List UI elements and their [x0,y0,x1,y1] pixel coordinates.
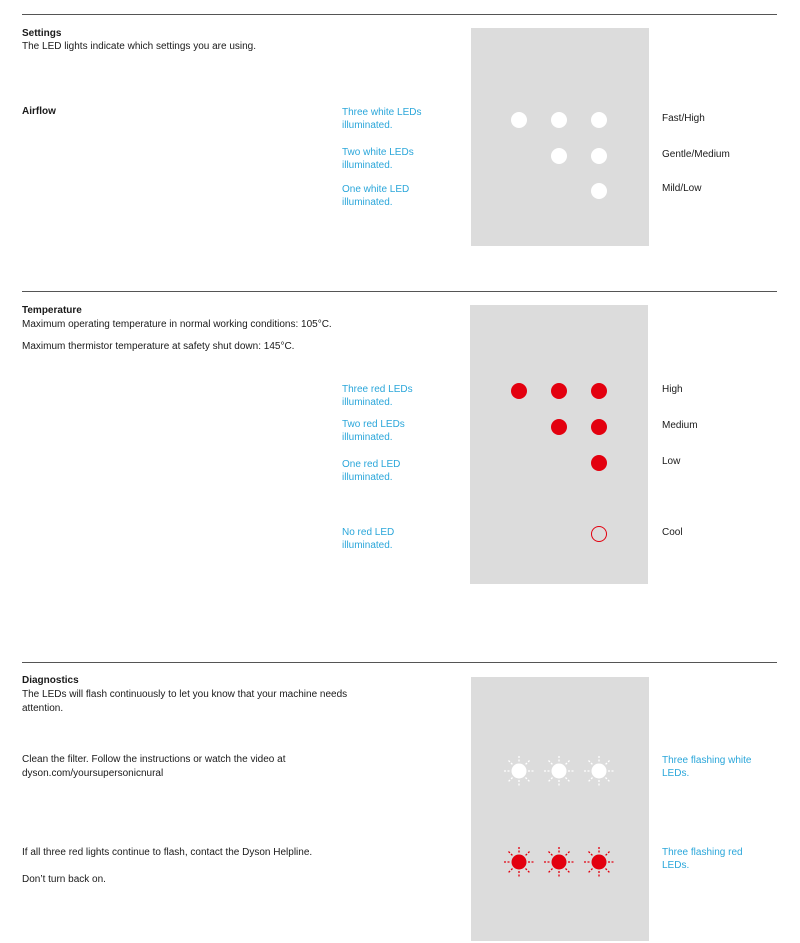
flashing-white-led-icon [583,755,615,787]
airflow-led-panel [471,28,649,246]
red-led [511,383,527,399]
airflow-row-1-description: Three white LEDs illuminated. [342,107,422,131]
airflow-row-2-description: Two white LEDs illuminated. [342,147,414,171]
section-divider-diagnostics [22,662,777,663]
temp-row-2-description: Two red LEDs illuminated. [342,419,405,443]
temp-row-3-description: One red LED illuminated. [342,459,401,483]
airflow-row-1-label: Fast/High [662,113,705,124]
red-led [591,455,607,471]
diagnostics-intro: The LEDs will flash continuously to let you know that your machine needs attention. [22,689,348,714]
airflow-row-2-label: Gentle/Medium [662,149,730,160]
white-led [591,183,607,199]
red-led [591,383,607,399]
flashing-white-led-icon [503,755,535,787]
white-led [591,112,607,128]
red-led [551,419,567,435]
settings-text: The LED lights indicate which settings you are using. [22,41,257,52]
temperature-heading: Temperature [22,305,82,316]
section-divider-temperature [22,291,777,292]
flashing-red-label: Three flashing red LEDs. [662,847,743,871]
airflow-row-3-description: One white LED illuminated. [342,184,410,208]
red-led [551,383,567,399]
dont-turn-on-text: Don’t turn back on. [22,874,106,885]
flashing-red-led-icon [543,846,575,878]
flashing-white-led-icon [543,755,575,787]
section-divider-settings [22,14,777,15]
airflow-heading: Airflow [22,106,56,117]
red-led [591,419,607,435]
clean-filter-text: Clean the filter. Follow the instructions or watch the video at dyson.com/yoursupersonicnural [22,754,286,779]
settings-heading: Settings [22,28,62,39]
temp-row-1-description: Three red LEDs illuminated. [342,384,413,408]
temperature-shutdown-text: Maximum thermistor temperature at safety shut down: 145°C. [22,341,295,352]
unlit-red-led [591,526,607,542]
flashing-red-led-icon [503,846,535,878]
white-led [551,112,567,128]
white-led [591,148,607,164]
temperature-operating-text: Maximum operating temperature in normal working conditions: 105°C. [22,319,332,330]
flashing-red-led-icon [583,846,615,878]
helpline-text: If all three red lights continue to flash, contact the Dyson Helpline. [22,847,313,858]
diagnostics-heading: Diagnostics [22,675,79,686]
white-led [551,148,567,164]
temp-row-3-label: Low [662,456,681,467]
diagnostics-led-panel [471,677,649,941]
temp-row-1-label: High [662,384,683,395]
flashing-white-label: Three flashing white LEDs. [662,755,752,779]
temp-row-4-description: No red LED illuminated. [342,527,395,551]
white-led [511,112,527,128]
airflow-row-3-label: Mild/Low [662,183,702,194]
temperature-led-panel [470,305,648,584]
temp-row-4-label: Cool [662,527,683,538]
temp-row-2-label: Medium [662,420,698,431]
